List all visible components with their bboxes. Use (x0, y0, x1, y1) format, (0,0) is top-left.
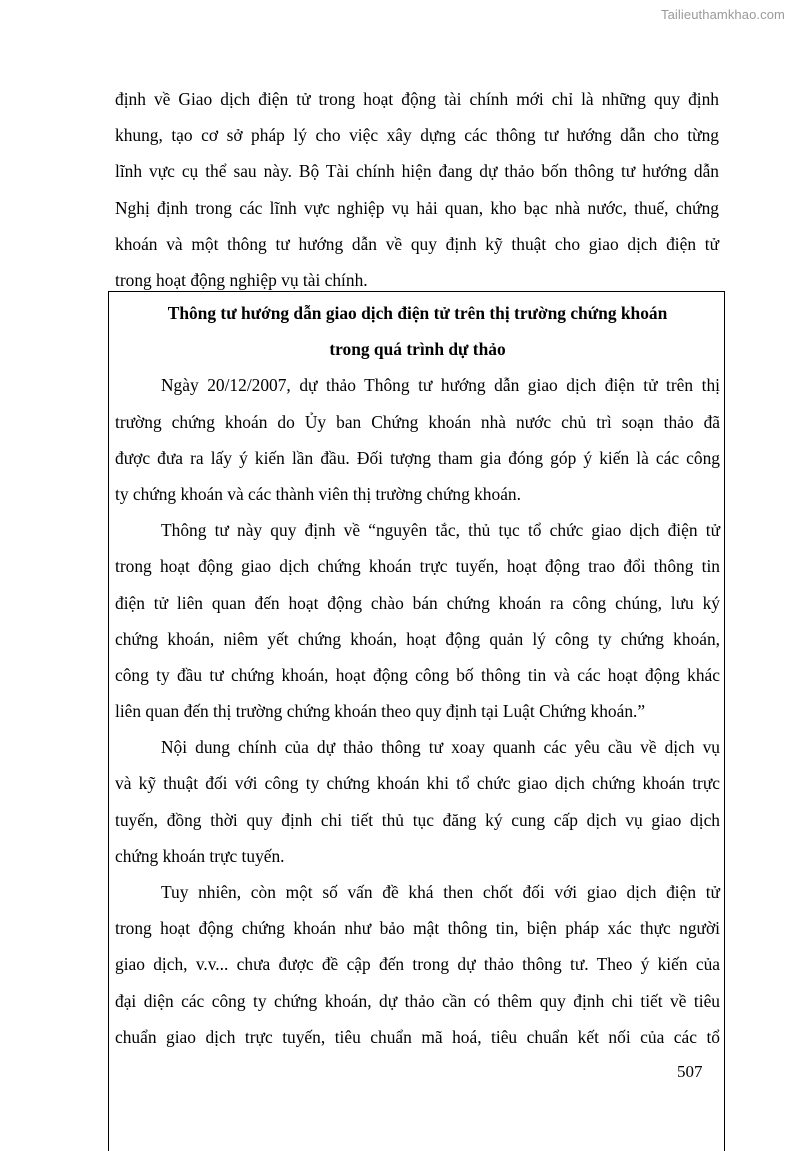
text-line: Nghị định trong các lĩnh vực nghiệp vụ hải quan, kho bạc nhà nước, thuế, chứng (115, 197, 719, 218)
boxed-section-content (115, 295, 720, 1055)
page-number: 507 (677, 1062, 703, 1081)
intro-paragraph (115, 81, 719, 298)
text-line: công ty đầu tư chứng khoán, hoạt động công bố thông tin và các hoạt động khác (115, 664, 720, 685)
text-line: khung, tạo cơ sở pháp lý cho việc xây dựng các thông tư hướng dẫn cho từng (115, 125, 719, 146)
text-line: định về Giao dịch điện tử trong hoạt động tài chính mới chỉ là những quy định (115, 89, 719, 109)
text-line: được đưa ra lấy ý kiến lần đầu. Đối tượng tham gia đóng góp ý kiến là các công (115, 447, 720, 468)
text-line: đại diện các công ty chứng khoán, dự thảo cần có thêm quy định chi tiết về tiêu (115, 990, 720, 1011)
text-line: chứng khoán, niêm yết chứng khoán, hoạt động quản lý công ty chứng khoán, (115, 628, 720, 649)
text-line: Thông tư này quy định về “nguyên tắc, thủ tục tổ chức giao dịch điện tử (161, 520, 720, 541)
box-paragraph-3 (115, 729, 720, 874)
text-line: và kỹ thuật đối với công ty chứng khoán khi tổ chức giao dịch chứng khoán trực (115, 773, 720, 794)
box-title-line: trong quá trình dự thảo (329, 339, 506, 360)
box-paragraph-1 (115, 367, 720, 512)
box-paragraph-2 (115, 512, 720, 729)
text-line: giao dịch, v.v... chưa được đề cập đến trong dự thảo thông tư. Theo ý kiến của (115, 954, 720, 975)
box-title-line: Thông tư hướng dẫn giao dịch điện tử trên thị trường chứng khoán (167, 303, 668, 323)
text-line: chuẩn giao dịch trực tuyến, tiêu chuẩn mã hoá, tiêu chuẩn kết nối của các tổ (115, 1026, 720, 1047)
text-line: Ngày 20/12/2007, dự thảo Thông tư hướng dẫn giao dịch điện tử trên thị (161, 375, 720, 396)
text-line: trong hoạt động chứng khoán như bảo mật thông tin, biện pháp xác thực người (115, 918, 720, 939)
text-line: chứng khoán trực tuyến. (115, 845, 285, 866)
text-line: lĩnh vực cụ thể sau này. Bộ Tài chính hiện đang dự thảo bốn thông tư hướng dẫn (115, 161, 719, 182)
text-line: trong hoạt động giao dịch chứng khoán trực tuyến, hoạt động trao đổi thông tin (115, 556, 720, 577)
text-line: tuyến, đồng thời quy định chi tiết thủ tục đăng ký cung cấp dịch vụ giao dịch (115, 809, 720, 830)
text-line: Nội dung chính của dự thảo thông tư xoay quanh các yêu cầu về dịch vụ (161, 737, 720, 758)
boxed-section (108, 291, 725, 1151)
text-line: trong hoạt động nghiệp vụ tài chính. (115, 269, 368, 290)
text-line: liên quan đến thị trường chứng khoán theo quy định tại Luật Chứng khoán.” (115, 701, 646, 722)
text-line: điện tử liên quan đến hoạt động chào bán chứng khoán ra công chúng, lưu ký (115, 592, 720, 613)
text-line: trường chứng khoán do Ủy ban Chứng khoán nhà nước chủ trì soạn thảo đã (115, 411, 720, 432)
box-paragraph-4 (115, 874, 720, 1055)
watermark: Tailieuthamkhao.com (660, 7, 785, 22)
text-line: ty chứng khoán và các thành viên thị trường chứng khoán. (115, 483, 521, 504)
text-line: Tuy nhiên, còn một số vấn đề khá then chốt đối với giao dịch điện tử (161, 882, 720, 902)
text-line: khoán và một thông tư hướng dẫn về quy định kỹ thuật cho giao dịch điện tử (115, 233, 719, 254)
